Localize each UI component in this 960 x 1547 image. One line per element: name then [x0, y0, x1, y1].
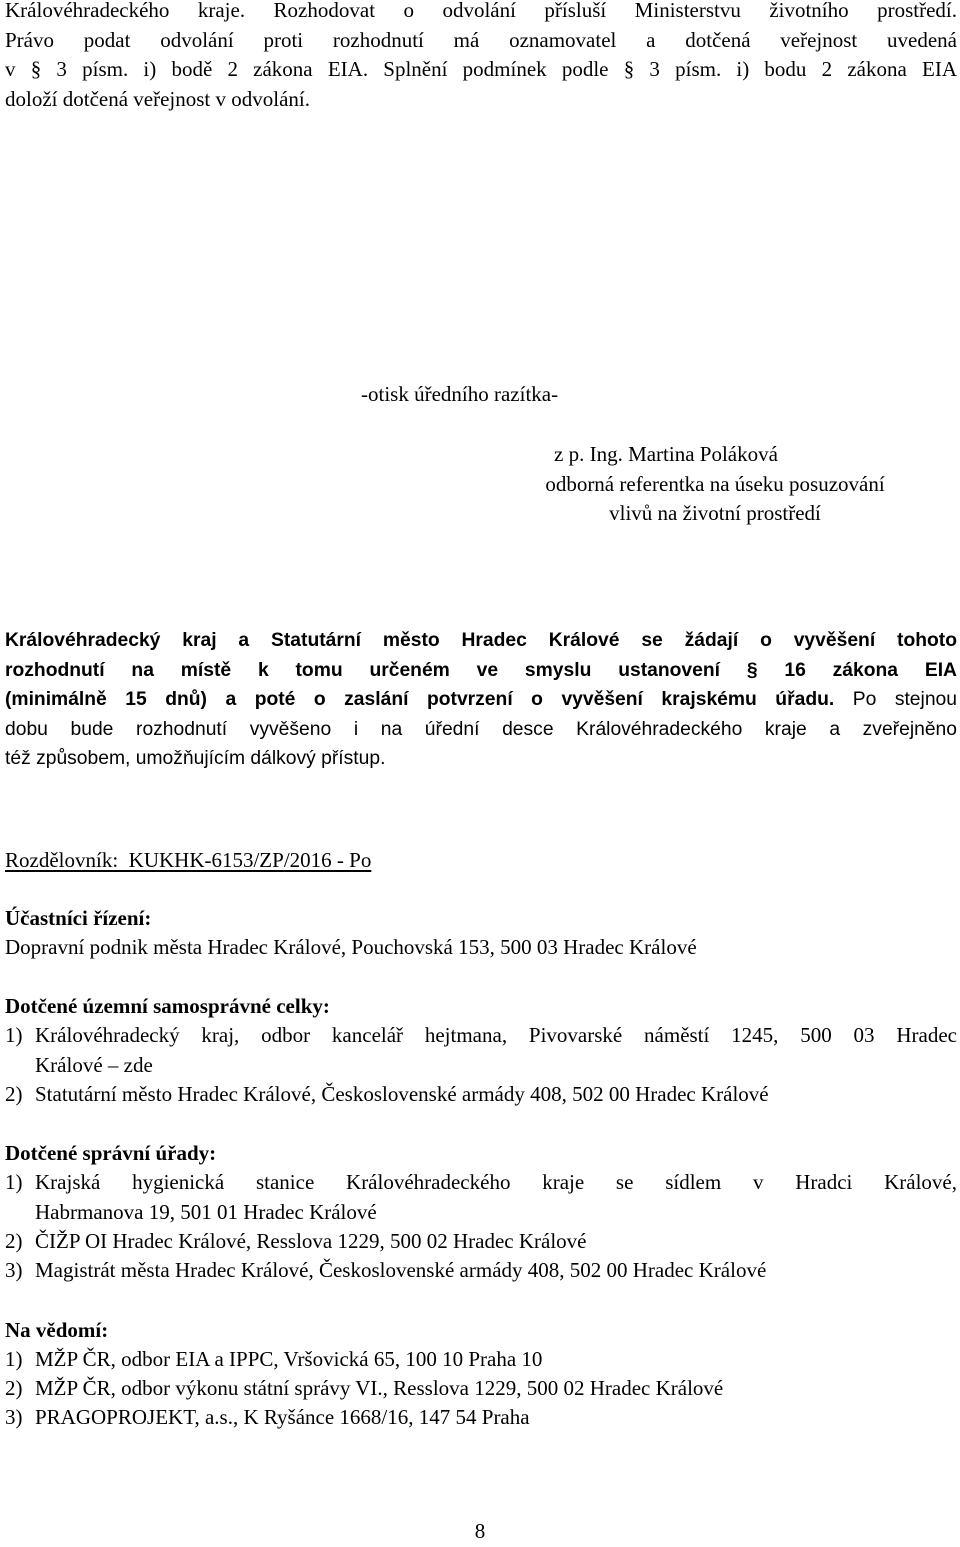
list-item-text: MŽP ČR, odbor výkonu státní správy VI., Resslova 1229, 500 02 Hradec Králové — [35, 1376, 724, 1400]
list-item — [5, 1256, 957, 1286]
notice-paragraph — [5, 626, 957, 774]
list-item-text: Králové – zde — [35, 1052, 153, 1077]
list-item-number: 3) — [5, 1258, 23, 1282]
intro-paragraph — [5, 0, 957, 114]
signatory-name: z p. Ing. Martina Poláková — [554, 442, 778, 466]
list-item-number: 2) — [5, 1376, 23, 1400]
list-item-text: PRAGOPROJEKT, a.s., K Ryšánce 1668/16, 147 54 Praha — [35, 1405, 530, 1429]
intro-line: doloží dotčená veřejnost v odvolání. — [5, 86, 311, 111]
list-item — [5, 1021, 957, 1080]
list-item-text: Magistrát města Hradec Králové, Československé armády 408, 502 00 Hradec Králové — [35, 1258, 767, 1282]
stamp-placeholder: -otisk úředního razítka- — [361, 382, 559, 406]
list-item-text: Habrmanova 19, 501 01 Hradec Králové — [35, 1199, 377, 1224]
signatory-role: odborná referentka na úseku posuzování — [545, 471, 885, 496]
authorities-heading: Dotčené správní úřady: — [5, 1141, 217, 1165]
list-item-text: Statutární město Hradec Králové, Československé armády 408, 502 00 Hradec Králové — [35, 1082, 769, 1106]
notice-bold-line: Královéhradecký kraj a Statutární město Hradec Králové se žádají o vyvěšení tohoto — [5, 630, 957, 651]
notice-bold-line: rozhodnutí na místě k tomu určeném ve smyslu ustanovení § 16 zákona EIA — [5, 659, 957, 681]
list-item-number: 1) — [5, 1170, 23, 1194]
distribution-heading: Rozdělovník: KUKHK-6153/ZP/2016 - Po — [5, 848, 372, 872]
notice-mixed-line — [5, 685, 957, 715]
list-item-number: 1) — [5, 1347, 23, 1371]
list-item-text: Krajská hygienická stanice Královéhradeckého kraje se sídlem v Hradci Králové, — [35, 1170, 957, 1194]
for-info-heading: Na vědomí: — [5, 1318, 109, 1342]
notice-normal-line: též způsobem, umožňujícím dálkový přístup. — [5, 748, 386, 769]
list-item-number: 3) — [5, 1405, 23, 1429]
notice-bold-text: (minimálně 15 dnů) a poté o zaslání potvrzení o vyvěšení krajskému úřadu. — [5, 689, 835, 710]
list-item-number: 1) — [5, 1023, 23, 1047]
list-item-number: 2) — [5, 1229, 23, 1253]
list-item — [5, 1345, 957, 1375]
list-item — [5, 1227, 957, 1257]
participants-heading: Účastníci řízení: — [5, 906, 152, 930]
territorial-heading: Dotčené územní samosprávné celky: — [5, 994, 330, 1018]
participant-entry: Dopravní podnik města Hradec Králové, Pouchovská 153, 500 03 Hradec Králové — [5, 935, 697, 959]
list-item — [5, 1168, 957, 1227]
page-number: 8 — [474, 1519, 486, 1543]
list-item — [5, 1403, 957, 1433]
list-item — [5, 1080, 957, 1110]
signatory-role: vlivů na životní prostředí — [609, 501, 821, 525]
notice-normal-line: dobu bude rozhodnutí vyvěšeno i na úřední desce Královéhradeckého kraje a zveřejněno — [5, 718, 957, 740]
list-item-number: 2) — [5, 1082, 23, 1106]
signature-block — [490, 440, 940, 529]
intro-line: v § 3 písm. i) bodě 2 zákona EIA. Splnění podmínek podle § 3 písm. i) bodu 2 zákona EIA — [5, 57, 957, 81]
list-item-text: MŽP ČR, odbor EIA a IPPC, Vršovická 65, 100 10 Praha 10 — [35, 1347, 543, 1371]
list-item-text: Královéhradecký kraj, odbor kancelář hejtmana, Pivovarské náměstí 1245, 500 03 Hradec — [35, 1023, 957, 1047]
list-item-text: ČIŽP OI Hradec Králové, Resslova 1229, 500 02 Hradec Králové — [35, 1229, 587, 1253]
notice-normal-text: Po stejnou — [834, 689, 957, 710]
intro-line: Královéhradeckého kraje. Rozhodovat o odvolání přísluší Ministerstvu životního prostředí. — [5, 0, 957, 22]
list-item — [5, 1374, 957, 1404]
intro-line: Právo podat odvolání proti rozhodnutí má oznamovatel a dotčená veřejnost uvedená — [5, 27, 957, 52]
